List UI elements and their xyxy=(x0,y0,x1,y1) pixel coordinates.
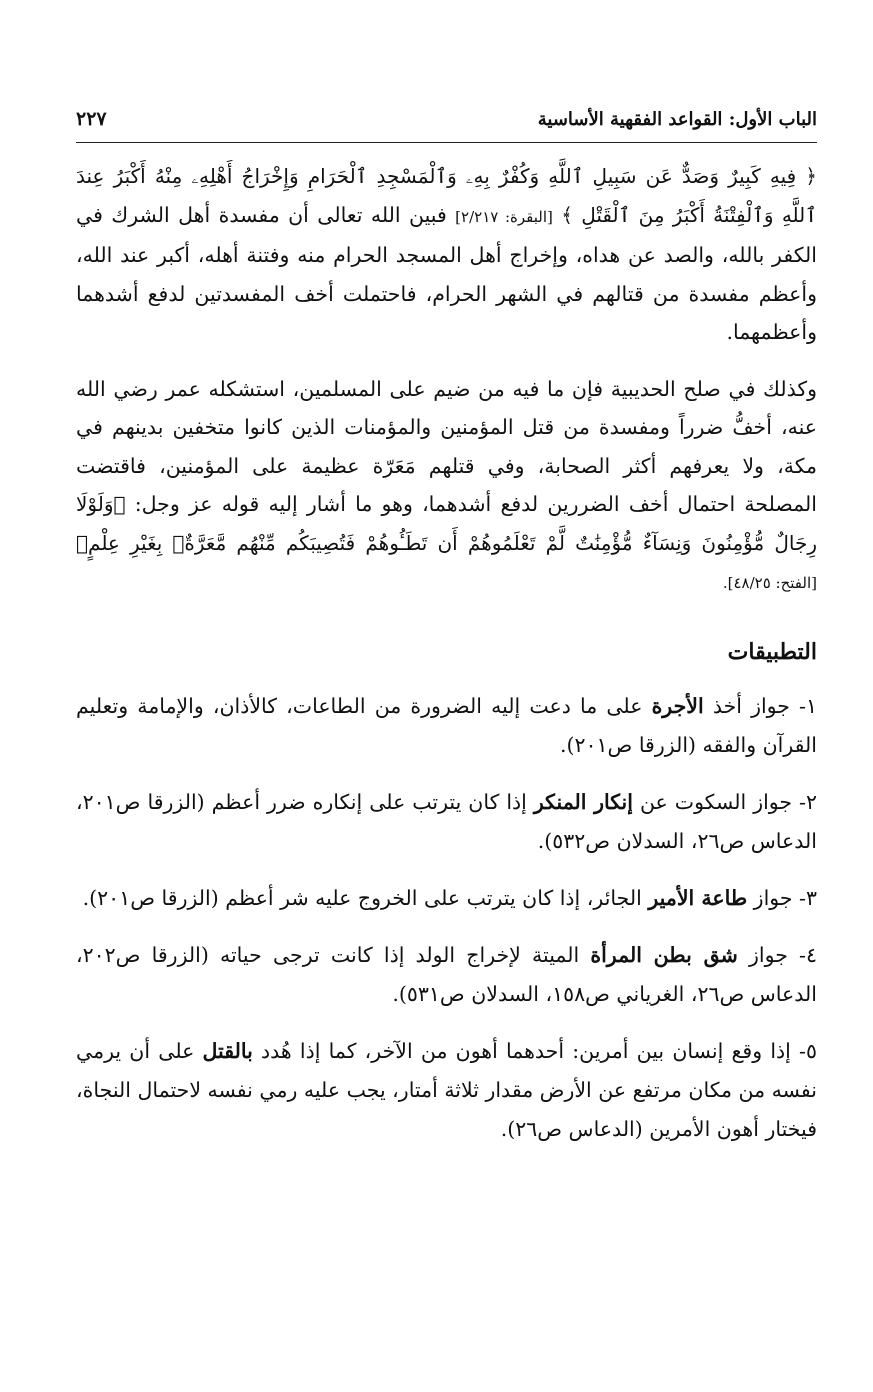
application-item-3 xyxy=(76,879,817,918)
application-item-2 xyxy=(76,783,817,861)
application-item-1 xyxy=(76,687,817,765)
application-item-4 xyxy=(76,936,817,1014)
application-1-text: على ما دعت إليه الضرورة من الطاعات، كالأذان، والإمامة وتعليم القرآن والفقه (الزرقا ص٢٠١). xyxy=(76,693,817,757)
application-2-text: إذا كان يترتب على إنكاره ضرر أعظم (الزرقا ص٢٠١، الدعاس ص٢٦، السدلان ص٥٣٢). xyxy=(76,789,817,853)
paragraph-2 xyxy=(76,370,817,603)
application-1-keyword: الأجرة xyxy=(651,693,704,718)
page-number: ٢٢٧ xyxy=(76,108,107,130)
citation-baqarah: [البقرة: ٢/٢١٧] xyxy=(455,207,553,226)
application-2-keyword: إنكار المنكر xyxy=(533,789,633,814)
section-title: التطبيقات xyxy=(727,638,817,665)
paragraph-1-text: فبين الله تعالى أن مفسدة أهل الشرك في الكفر بالله، والصد عن هداه، وإخراج أهل المسجد الحرام منه وفتنة أهله، أكبر عند الله، وأعظم مفسدة من قتالهم في الشهر الحرام، فاحتملت أخف المفسدتين لدفع أشدهما وأعظمهما. xyxy=(76,202,817,344)
application-5-prefix: ٥- إذا وقع إنسان بين أمرين: أحدهما أهون من الآخر، كما إذا هُدد xyxy=(252,1038,817,1063)
application-4-keyword: شق بطن المرأة xyxy=(590,942,738,967)
application-1-prefix: ١- جواز أخذ xyxy=(703,693,817,718)
application-5-keyword: بالقتل xyxy=(202,1038,253,1063)
application-4-prefix: ٤- جواز xyxy=(737,942,817,967)
header-title: الباب الأول: القواعد الفقهية الأساسية xyxy=(537,109,817,130)
book-page xyxy=(76,108,817,1167)
application-3-text: الجائر، إذا كان يترتب على الخروج عليه شر أعظم (الزرقا ص٢٠١). xyxy=(82,885,649,910)
running-header xyxy=(76,108,817,143)
application-3-keyword: طاعة الأمير xyxy=(648,885,748,910)
citation-fath: [الفتح: ٤٨/٢٥]. xyxy=(722,574,817,592)
application-3-prefix: ٣- جواز xyxy=(747,885,817,910)
application-5-text: على أن يرمي نفسه من مكان مرتفع عن الأرض مقدار ثلاثة أمتار، يجب عليه رمي نفسه لاحتمال النجاة، فيختار أهون الأمرين (الدعاس ص٢٦). xyxy=(75,1038,817,1141)
application-4-text: الميتة لإخراج الولد إذا كانت ترجى حياته (الزرقا ص٢٠٢، الدعاس ص٢٦، الغرياني ص١٥٨، السدلان ص٥٣١). xyxy=(76,942,817,1006)
paragraph-1 xyxy=(76,157,817,352)
quran-verse-baqarah: ﴿ فِيهِ كَبِيرٌ وَصَدٌّ عَن سَبِيلِ ٱللَّهِ وَكُفْرٌ بِهِۦ وَٱلْمَسْجِدِ ٱلْحَرَامِ وَإِخْرَاجُ أَهْلِهِۦ مِنْهُ أَكْبَرُ عِندَ ٱللَّهِ وَٱلْفِتْنَةُ أَكْبَرُ مِنَ ٱلْقَتْلِ ﴾ xyxy=(76,164,817,227)
quran-verse-fath: ﴿وَلَوْلَا رِجَالٌ مُّؤْمِنُونَ وَنِسَآءٌ مُّؤْمِنَٰتٌ لَّمْ تَعْلَمُوهُمْ أَن تَطَـُٔوهُمْ فَتُصِيبَكُم مِّنْهُم مَّعَرَّةٌۢ بِغَيْرِ عِلْمٍ﴾ xyxy=(76,492,817,555)
application-item-5 xyxy=(76,1032,817,1149)
paragraph-2-text: وكذلك في صلح الحديبية فإن ما فيه من ضيم على المسلمين، استشكله عمر رضي الله عنه، أخفُّ ضرراً ومفسدة من قتل المؤمنين والمؤمنات الذين كانوا متخفين بدينهم في مكة، ولا يعرفهم أكثر الصحابة، وفي قتلهم مَعَرّة عظيمة على المؤمنين، فاقتضت المصلحة احتمال أخف الضررين لدفع أشدهما، وهو ما أشار إليه قوله عز وجل: xyxy=(76,376,817,516)
application-2-prefix: ٢- جواز السكوت عن xyxy=(632,789,817,814)
body-text xyxy=(76,157,817,1149)
